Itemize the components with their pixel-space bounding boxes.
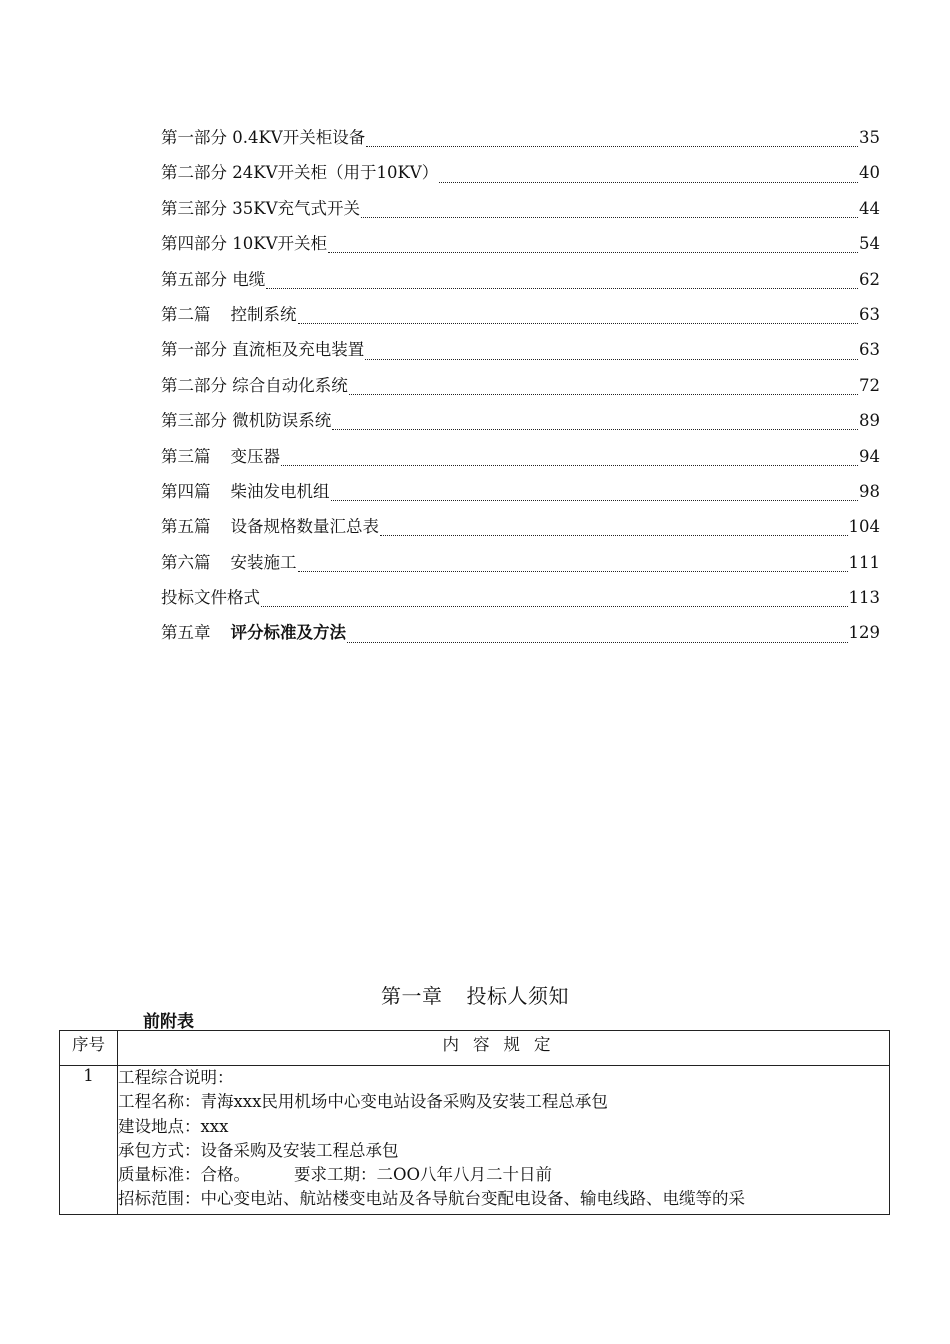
content-line: 建设地点：xxx bbox=[118, 1116, 229, 1136]
toc-leader-dots bbox=[380, 525, 848, 536]
toc-entry-label bbox=[161, 615, 346, 650]
chapter-heading bbox=[0, 980, 950, 1009]
appendix-label: 前附表 bbox=[143, 1012, 194, 1032]
toc-entry-label bbox=[161, 474, 330, 509]
toc-leader-dots bbox=[266, 278, 858, 289]
toc-entry-page: 111 bbox=[848, 552, 880, 572]
toc-leader-dots bbox=[361, 207, 858, 218]
toc-entry-label: 第三部分 微机防误系统 bbox=[161, 411, 332, 431]
toc-entry-title: 设备规格数量汇总表 bbox=[230, 517, 379, 537]
toc-entry-label bbox=[161, 439, 280, 474]
toc-entry[interactable] bbox=[161, 297, 880, 332]
toc-entry-prefix: 第六篇 bbox=[161, 552, 211, 572]
toc-entry-page: 98 bbox=[859, 481, 880, 501]
table-of-contents bbox=[161, 120, 880, 651]
toc-entry-title: 柴油发电机组 bbox=[230, 481, 330, 501]
toc-entry-label: 第一部分 直流柜及充电装置 bbox=[161, 340, 365, 360]
toc-entry-label: 第一部分 0.4KV开关柜设备 bbox=[161, 128, 366, 147]
toc-entry-page: 35 bbox=[859, 128, 880, 147]
toc-leader-dots bbox=[439, 172, 858, 183]
toc-entry[interactable] bbox=[161, 474, 880, 509]
toc-entry-page: 72 bbox=[859, 375, 880, 395]
toc-entry-prefix: 第三篇 bbox=[161, 446, 211, 466]
toc-entry-page: 94 bbox=[859, 446, 880, 466]
toc-entry-page: 44 bbox=[859, 198, 880, 218]
content-line: 招标范围：中心变电站、航站楼变电站及各导航台变配电设备、输电线路、电缆等的采 bbox=[118, 1189, 745, 1209]
toc-entry-page: 104 bbox=[848, 517, 880, 537]
toc-entry-page: 89 bbox=[859, 411, 880, 431]
toc-entry-label: 第三部分 35KV充气式开关 bbox=[161, 198, 360, 218]
row-number: 1 bbox=[60, 1066, 118, 1215]
toc-entry-label bbox=[161, 297, 297, 332]
toc-leader-dots bbox=[281, 455, 858, 466]
quality-standard: 质量标准：合格。 bbox=[118, 1165, 250, 1185]
column-header-no: 序号 bbox=[60, 1031, 118, 1066]
toc-entry-prefix: 第四篇 bbox=[161, 481, 211, 501]
toc-entry[interactable] bbox=[161, 545, 880, 580]
toc-entry-page: 54 bbox=[859, 234, 880, 254]
toc-entry[interactable] bbox=[161, 403, 880, 438]
row-content bbox=[118, 1066, 890, 1215]
toc-leader-dots bbox=[261, 596, 848, 607]
toc-entry-prefix: 第二篇 bbox=[161, 304, 211, 324]
toc-leader-dots bbox=[349, 384, 858, 395]
construction-period: 要求工期：二OO八年八月二十日前 bbox=[294, 1165, 553, 1185]
toc-entry[interactable] bbox=[161, 155, 880, 190]
chapter-number: 第一章 bbox=[381, 984, 443, 1008]
toc-entry-title: 评分标准及方法 bbox=[230, 623, 346, 643]
toc-entry-page: 62 bbox=[859, 269, 880, 289]
column-header-content: 内容规定 bbox=[118, 1031, 890, 1066]
content-line: 工程名称：青海xxx民用机场中心变电站设备采购及安装工程总承包 bbox=[118, 1092, 608, 1112]
toc-entry-page: 129 bbox=[848, 623, 880, 643]
toc-entry[interactable] bbox=[161, 509, 880, 544]
toc-entry-page: 113 bbox=[848, 588, 880, 608]
toc-entry[interactable] bbox=[161, 332, 880, 367]
content-line: 工程综合说明： bbox=[118, 1068, 234, 1087]
toc-entry[interactable] bbox=[161, 368, 880, 403]
content-line bbox=[118, 1163, 889, 1187]
toc-entry-page: 63 bbox=[859, 340, 880, 360]
toc-entry[interactable] bbox=[161, 120, 880, 155]
toc-leader-dots bbox=[328, 242, 858, 253]
toc-entry-title: 变压器 bbox=[230, 446, 280, 466]
toc-entry-title: 控制系统 bbox=[230, 304, 297, 324]
toc-entry[interactable] bbox=[161, 191, 880, 226]
table-header-row bbox=[60, 1031, 890, 1066]
toc-leader-dots bbox=[347, 632, 848, 643]
toc-entry-label: 第二部分 综合自动化系统 bbox=[161, 375, 348, 395]
toc-entry-label: 第五部分 电缆 bbox=[161, 269, 266, 289]
toc-entry-label bbox=[161, 509, 379, 544]
toc-leader-dots bbox=[332, 419, 858, 430]
toc-entry[interactable] bbox=[161, 262, 880, 297]
toc-entry-label: 第二部分 24KV开关柜（用于10KV） bbox=[161, 163, 439, 183]
front-appendix-table bbox=[59, 1030, 890, 1215]
toc-entry-page: 63 bbox=[859, 304, 880, 324]
table-row bbox=[60, 1066, 890, 1215]
toc-entry-prefix: 第五篇 bbox=[161, 517, 211, 537]
toc-leader-dots bbox=[298, 313, 859, 324]
toc-entry-label bbox=[161, 545, 297, 580]
toc-entry-title: 安装施工 bbox=[230, 552, 297, 572]
toc-entry[interactable] bbox=[161, 615, 880, 650]
toc-entry-label: 投标文件格式 bbox=[161, 588, 260, 608]
toc-leader-dots bbox=[298, 561, 848, 572]
toc-leader-dots bbox=[331, 490, 859, 501]
toc-leader-dots bbox=[366, 136, 858, 147]
toc-leader-dots bbox=[365, 349, 858, 360]
toc-entry[interactable] bbox=[161, 439, 880, 474]
toc-entry[interactable] bbox=[161, 580, 880, 615]
content-line: 承包方式：设备采购及安装工程总承包 bbox=[118, 1140, 399, 1160]
toc-entry-page: 40 bbox=[859, 163, 880, 183]
toc-entry-label: 第四部分 10KV开关柜 bbox=[161, 234, 327, 254]
chapter-title: 投标人须知 bbox=[466, 984, 569, 1008]
toc-entry-prefix: 第五章 bbox=[161, 623, 211, 643]
toc-entry[interactable] bbox=[161, 226, 880, 261]
